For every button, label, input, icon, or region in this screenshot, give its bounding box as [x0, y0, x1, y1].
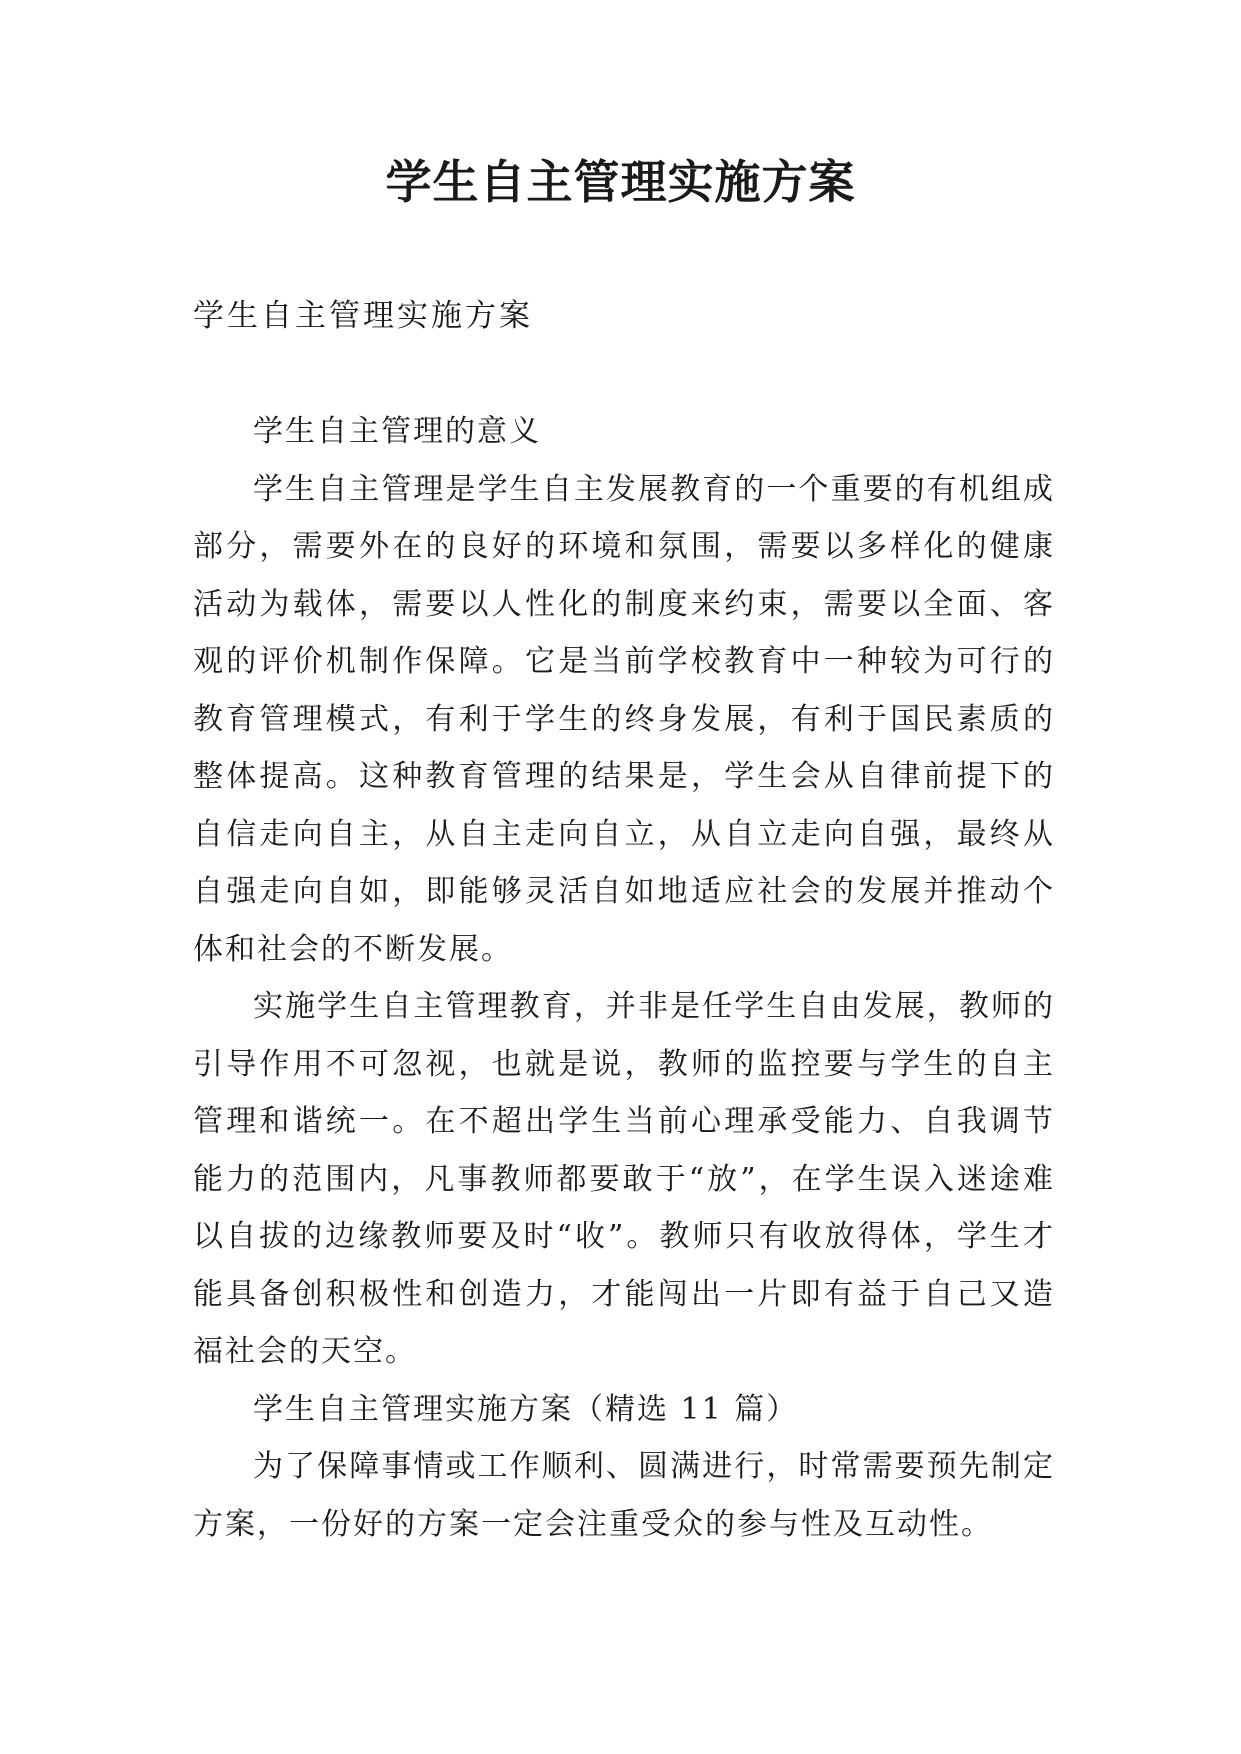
body-paragraph: 实施学生自主管理教育，并非是任学生自由发展，教师的引导作用不可忽视，也就是说，教师的监控要与学生的自主管理和谐统一。在不超出学生当前心理承受能力、自我调节能力的范围内，凡事教师都要敢于“放”，在学生误入迷途难以自拔的边缘教师要及时“收”。教师只有收放得体，学生才能具备创积极性和创造力，才能闯出一片即有益于自己又造福社会的天空。: [193, 989, 1055, 1369]
document-subtitle: 学生自主管理实施方案: [193, 298, 533, 334]
section-heading-meaning: 学生自主管理的意义: [253, 414, 541, 449]
document-title: 学生自主管理实施方案: [385, 155, 856, 209]
body-paragraph: 学生自主管理是学生自主发展教育的一个重要的有机组成部分，需要外在的良好的环境和氛围，需要以多样化的健康活动为载体，需要以人性化的制度来约束，需要以全面、客观的评价机制作保障。它是当前学校教育中一种较为可行的教育管理模式，有利于学生的终身发展，有利于国民素质的整体提高。这种教育管理的结果是，学生会从自律前提下的自信走向自主，从自主走向自立，从自立走向自强，最终从自强走向自如，即能够灵活自如地适应社会的发展并推动个体和社会的不断发展。: [193, 471, 1055, 967]
section-heading-selected: 学生自主管理实施方案（精选 11 篇）: [253, 1391, 799, 1427]
body-paragraph: 为了保障事情或工作顺利、圆满进行，时常需要预先制定方案，一份好的方案一定会注重受众的参与性及互动性。: [193, 1449, 1055, 1542]
document-body: [193, 403, 1055, 1553]
